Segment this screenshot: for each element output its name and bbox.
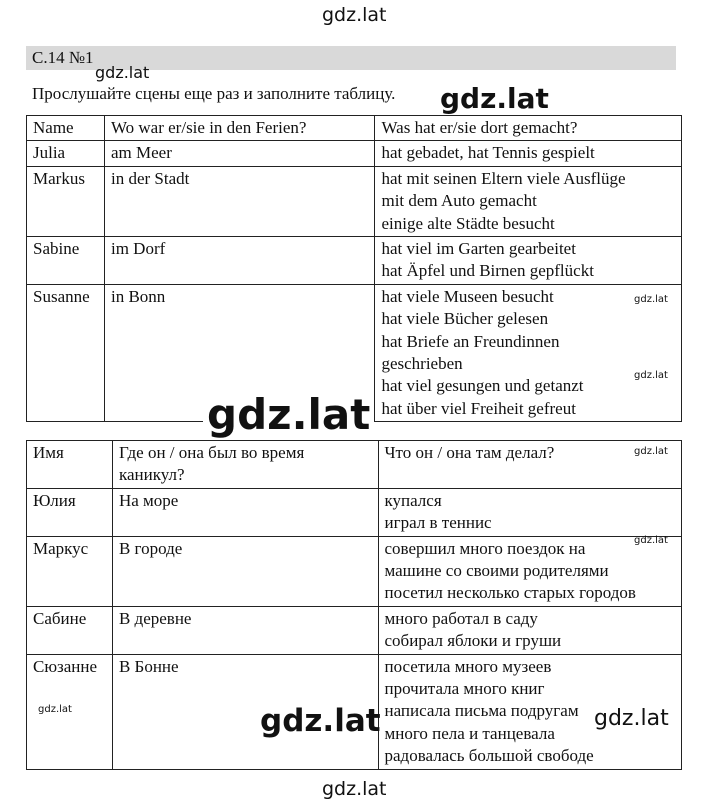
activity-cell [375,237,682,285]
watermark: gdz.lat [440,82,549,115]
activity-line: hat über viel Freiheit gefreut [381,398,576,418]
where-cell: В Бонне [112,654,378,769]
table-row [27,536,682,606]
watermark: gdz.lat [634,446,668,457]
activity-line: hat viel gesungen und getanzt [381,376,584,396]
german-table [26,115,682,422]
activity-line: играл в теннис [384,513,492,533]
column-header: Что он / она там делал? [378,441,682,489]
activity-cell [378,536,682,606]
column-header: Name [27,116,105,141]
name-cell: Юлия [27,488,113,536]
name-cell: Сабине [27,606,113,654]
table-row [27,166,682,236]
activity-cell [378,488,682,536]
activity-line: посетил несколько старых городов [384,583,636,603]
watermark: gdz.lat [594,706,669,731]
where-cell: im Dorf [104,237,375,285]
activity-line: радовалась большой свободе [384,746,594,766]
activity-line: hat viele Bücher gelesen [381,309,549,329]
activity-line: купался [384,490,442,510]
table-row [27,488,682,536]
watermark: gdz.lat [634,370,668,381]
activity-line: посетила много музеев [384,656,552,676]
watermark: gdz.lat [38,704,72,715]
watermark: gdz.lat [95,63,150,82]
table-row [27,237,682,285]
table-row [27,606,682,654]
where-cell: in der Stadt [104,166,375,236]
name-cell: Сюзанне [27,654,113,769]
activity-line: hat Briefe an Freundinnen [381,331,560,351]
name-cell: Маркус [27,536,113,606]
activity-line: много работал в саду [384,608,538,628]
activity-cell [375,166,682,236]
activity-line: mit dem Auto gemacht [381,191,537,211]
activity-line: hat gebadet, hat Tennis gespielt [381,143,595,163]
name-cell: Susanne [27,284,105,421]
watermark: gdz.lat [260,703,381,739]
column-header: Где он / она был во время каникул? [112,441,378,489]
activity-line: einige alte Städte besucht [381,213,555,233]
instruction-text: Прослушайте сцены еще раз и заполните таблицу. [32,84,396,103]
table-row [27,141,682,166]
activity-line: hat viel im Garten gearbeitet [381,239,576,259]
name-cell: Julia [27,141,105,166]
activity-cell [378,606,682,654]
activity-line: прочитала много книг [384,679,545,699]
column-header: Wo war er/sie in den Ferien? [104,116,375,141]
activity-line: машине со своими родителями [384,561,609,581]
activity-line: hat Äpfel und Birnen gepflückt [381,261,594,281]
activity-cell [375,141,682,166]
watermark: gdz.lat [322,778,387,800]
watermark: gdz.lat [322,4,387,26]
where-cell: am Meer [104,141,375,166]
activity-line: написала письма подругам [384,701,579,721]
name-cell: Sabine [27,237,105,285]
column-header: Was hat er/sie dort gemacht? [375,116,682,141]
activity-line: совершил много поездок на [384,538,586,558]
exercise-number: С.14 №1 [32,48,94,67]
activity-line: geschrieben [381,354,463,374]
name-cell: Markus [27,166,105,236]
where-cell: В деревне [112,606,378,654]
column-header: Имя [27,441,113,489]
table-header-row [27,441,682,489]
watermark: gdz.lat [634,294,668,305]
activity-line: много пела и танцевала [384,723,555,743]
activity-line: hat mit seinen Eltern viele Ausflüge [381,168,626,188]
activity-line: hat viele Museen besucht [381,286,554,306]
where-cell: На море [112,488,378,536]
watermark: gdz.lat [634,535,668,546]
where-cell: В городе [112,536,378,606]
activity-line: собирал яблоки и груши [384,631,562,651]
watermark: gdz.lat [203,390,374,439]
table-header-row [27,116,682,141]
where-cell: in Bonn [104,284,375,421]
